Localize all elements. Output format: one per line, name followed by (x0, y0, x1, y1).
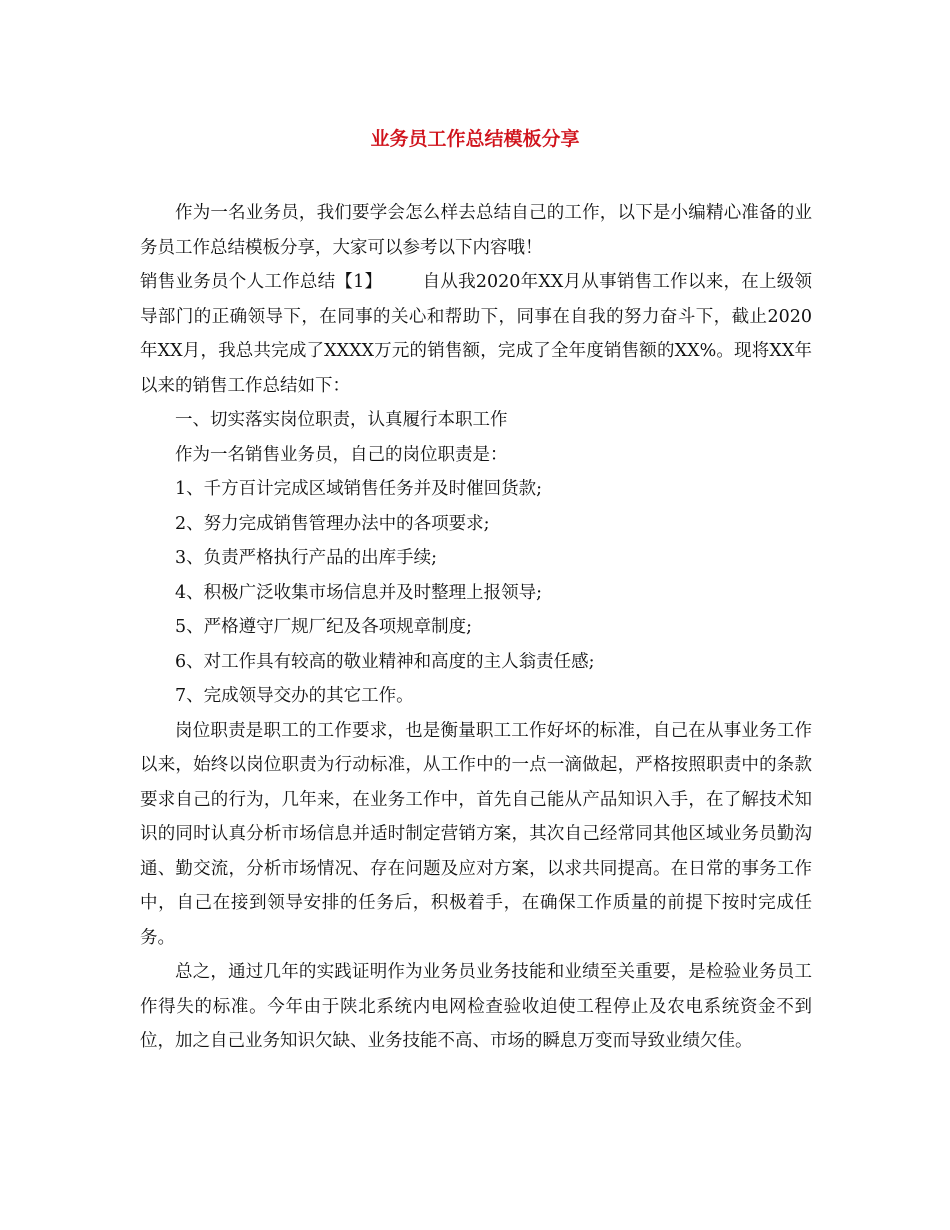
duty-item: 7、完成领导交办的其它工作。 (175, 686, 414, 706)
intro-paragraph: 作为一名业务员，我们要学会怎么样去总结自己的工作，以下是小编精心准备的业务员工作总结模板分享，大家可以参考以下内容哦！ (140, 203, 812, 258)
duties-intro: 作为一名销售业务员，自己的岗位职责是： (175, 444, 508, 465)
section-first-paragraph (140, 265, 812, 403)
document-title: 业务员工作总结模板分享 (370, 128, 580, 150)
duty-item: 3、负责严格执行产品的出库手续; (175, 548, 438, 568)
duty-item: 4、积极广泛收集市场信息并及时整理上报领导; (175, 582, 543, 603)
duties-standard-paragraph: 岗位职责是职工的工作要求，也是衡量职工工作好坏的标准，自己在从事业务工作以来，始终以岗位职责为行动标准，从工作中的一点一滴做起，严格按照职责中的条款要求自己的行为，几年来，在业务工作中，首先自己能从产品知识入手，在了解技术知识的同时认真分析市场信息并适时制定营销方案，其次自己经常同其他区域业务员勤沟通、勤交流，分析市场情况、存在问题及应对方案，以求共同提高。在日常的事务工作中，自己在接到领导安排的任务后，积极着手，在确保工作质量的前提下按时完成任务。 (140, 720, 812, 948)
subheading-duties: 一、切实落实岗位职责，认真履行本职工作 (175, 410, 508, 430)
duty-item: 2、努力完成销售管理办法中的各项要求; (175, 513, 490, 534)
duty-item: 1、千方百计完成区域销售任务并及时催回货款; (175, 479, 543, 499)
section-first-para-text: 自从我2020年XX月从事销售工作以来，在上级领导部门的正确领导下，在同事的关心和帮助下，同事在自我的努力奋斗下，截止2020年XX月，我总共完成了XXXX万元的销售额，完成了全年度销售额的XX%。现将XX年以来的销售工作总结如下： (140, 272, 813, 396)
document-body (140, 196, 812, 1059)
duty-item: 6、对工作具有较高的敬业精神和高度的主人翁责任感; (175, 651, 595, 672)
conclusion-paragraph: 总之，通过几年的实践证明作为业务员业务技能和业绩至关重要，是检验业务员工作得失的标准。今年由于陕北系统内电网检查验收迫使工程停止及农电系统资金不到位，加之自己业务知识欠缺、业务技能不高、市场的瞬息万变而导致业绩欠佳。 (140, 962, 812, 1051)
duty-item: 5、严格遵守厂规厂纪及各项规章制度; (175, 617, 473, 637)
section-heading: 销售业务员个人工作总结【1】 (140, 272, 383, 292)
